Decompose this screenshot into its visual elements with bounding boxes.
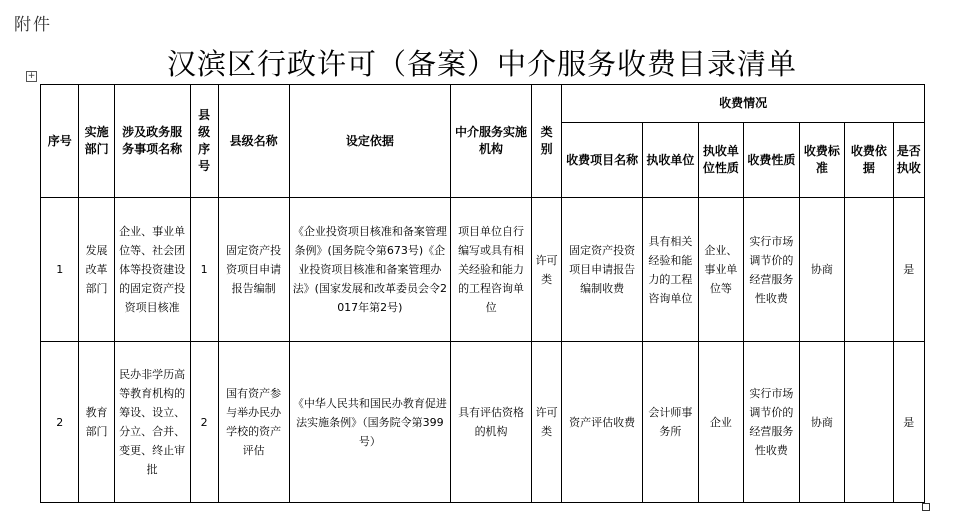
- cell-dept: 发展改革部门: [79, 198, 114, 342]
- header-seq: 序号: [41, 85, 79, 198]
- header-matter: 涉及政务服务事项名称: [114, 85, 190, 198]
- cell-fee-nature: 实行市场调节价的经营服务性收费: [744, 198, 800, 342]
- cell-enforce: 是: [893, 198, 924, 342]
- header-row-1: [41, 85, 925, 123]
- header-county-seq: 县级序号: [190, 85, 218, 198]
- table-row: [41, 342, 925, 503]
- cell-fee-item: 固定资产投资项目申请报告编制收费: [562, 198, 643, 342]
- cell-fee-item: 资产评估收费: [562, 342, 643, 503]
- cell-collector-nature: 企业、事业单位等: [698, 198, 743, 342]
- cell-fee-standard: 协商: [799, 342, 844, 503]
- document-title: 汉滨区行政许可（备案）中介服务收费目录清单: [166, 47, 797, 81]
- cell-agency: 具有评估资格的机构: [451, 342, 532, 503]
- cell-basis: 《中华人民共和国民办教育促进法实施条例》（国务院令第399号）: [289, 342, 451, 503]
- fee-catalog-table: [40, 84, 925, 503]
- header-basis: 设定依据: [289, 85, 451, 198]
- header-collector-nature: 执收单位性质: [698, 123, 743, 198]
- table-row: [41, 198, 925, 342]
- cell-seq: 2: [41, 342, 79, 503]
- cell-county-name: 固定资产投资项目申请报告编制: [218, 198, 289, 342]
- cell-basis: 《企业投资项目核准和备案管理条例》(国务院令第673号)《企业投资项目核准和备案管理办法》(国家发展和改革委员会令2017年第2号): [289, 198, 451, 342]
- cell-matter: 企业、事业单位等、社会团体等投资建设的固定资产投资项目核准: [114, 198, 190, 342]
- header-category: 类别: [531, 85, 561, 198]
- cell-seq: 1: [41, 198, 79, 342]
- cell-fee-basis: [845, 198, 893, 342]
- header-enforce: 是否执收: [893, 123, 924, 198]
- header-fee-standard: 收费标准: [799, 123, 844, 198]
- cell-category: 许可类: [531, 342, 561, 503]
- cell-agency: 项目单位自行编写或具有相关经验和能力的工程咨询单位: [451, 198, 532, 342]
- header-fee-basis: 收费依据: [845, 123, 893, 198]
- table-resize-handle[interactable]: [922, 503, 930, 511]
- cell-category: 许可类: [531, 198, 561, 342]
- header-fee-group: 收费情况: [562, 85, 925, 123]
- cell-collector-nature: 企业: [698, 342, 743, 503]
- header-fee-item: 收费项目名称: [562, 123, 643, 198]
- cell-collector: 具有相关经验和能力的工程咨询单位: [643, 198, 699, 342]
- cell-fee-basis: [845, 342, 893, 503]
- cell-fee-standard: 协商: [799, 198, 844, 342]
- header-county-name: 县级名称: [218, 85, 289, 198]
- cell-county-seq: 1: [190, 198, 218, 342]
- cell-collector: 会计师事务所: [643, 342, 699, 503]
- cell-matter: 民办非学历高等教育机构的筹设、设立、分立、合并、变更、终止审批: [114, 342, 190, 503]
- cell-dept: 教育部门: [79, 342, 114, 503]
- cell-fee-nature: 实行市场调节价的经营服务性收费: [744, 342, 800, 503]
- cell-county-seq: 2: [190, 342, 218, 503]
- cell-county-name: 国有资产参与举办民办学校的资产评估: [218, 342, 289, 503]
- header-dept: 实施部门: [79, 85, 114, 198]
- header-fee-nature: 收费性质: [744, 123, 800, 198]
- header-collector: 执收单位: [643, 123, 699, 198]
- header-agency: 中介服务实施机构: [451, 85, 532, 198]
- cell-enforce: 是: [893, 342, 924, 503]
- table-move-handle-icon[interactable]: +: [27, 71, 36, 81]
- attachment-label: 附件: [14, 15, 52, 35]
